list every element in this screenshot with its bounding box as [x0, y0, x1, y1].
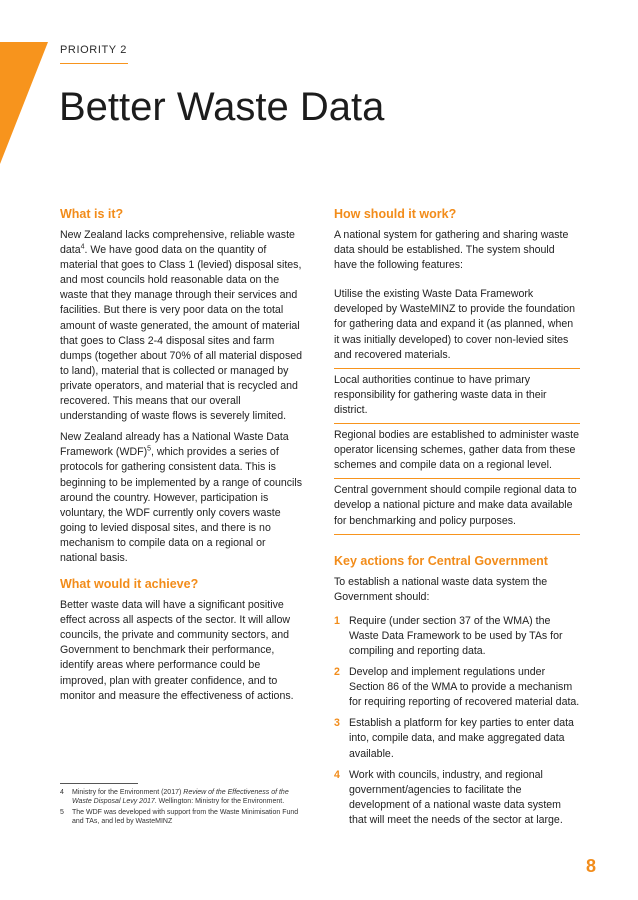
action-item: 2 Develop and implement regulations under Section 86 of the WMA to provide a mechanism for requiring reporting of recovered material data. — [334, 666, 580, 709]
feature-item: Local authorities continue to have primary responsibility for gathering waste data in their district. — [334, 369, 580, 424]
footnote-rule — [60, 783, 138, 784]
feature-item: Utilise the existing Waste Data Framework developed by WasteMINZ to provide the foundation for gathering data and expand it (as planned, when it was initially developed) to cover non-levied sites and recovered materials. — [334, 287, 580, 368]
what-is-it-paragraph-2: New Zealand already has a National Waste Data Framework (WDF)$^5$, which provides a series of protocols for gathering consistent data. This is beginning to be implemented by a range of councils around the country. However, participation is voluntary, the WDF currently only covers waste going to levied disposal sites, and there is no mechanism to compile data on a regional or national basis. — [60, 431, 303, 564]
what-is-it-paragraph-1: New Zealand lacks comprehensive, reliable waste data$^4$. We have good data on the quantity of material that goes to Class 1 (levied) disposal sites, and most councils hold reasonable data on the waste that they manage through their services and facilities. But there is very poor data on the total amount of waste generated, the amount of material that goes to Class 2-4 disposal sites and farm dumps (together about 70% of all material disposed to land), material that is collected or managed by private operators, and material that is recycled and recovered. This means that our overall understanding of waste flows is severely limited. — [60, 229, 303, 423]
action-item: 1 Require (under section 37 of the WMA) the Waste Data Framework to be used by TAs for compiling and reporting data. — [334, 614, 563, 657]
feature-item: Central government should compile regional data to develop a national picture and make data available for benchmarking and policy purposes. — [334, 479, 580, 534]
priority-underline — [60, 63, 128, 64]
footnote-ref-5: 5 — [147, 445, 151, 453]
achieve-heading: What would it achieve? — [60, 577, 199, 592]
page-number: 8 — [586, 856, 597, 876]
action-number: 1 — [334, 614, 340, 627]
key-actions-list — [334, 614, 580, 828]
action-item: 4 Work with councils, industry, and regional government/agencies to facilitate the development of a national waste data system that will meet the needs of the sector at large. — [334, 768, 563, 826]
how-heading: How should it work? — [334, 207, 457, 221]
action-number: 4 — [334, 768, 340, 781]
features-list — [334, 287, 580, 534]
footnote: 4 Ministry for the Environment (2017) Review of the Effectiveness of the Waste Disposal Levy 2017. Wellington: Ministry for the Environment. — [60, 789, 289, 805]
what-is-it-heading: What is it? — [60, 207, 124, 221]
action-item: 3 Establish a platform for key parties to enter data into, compile data, and make aggregated data available. — [334, 717, 574, 760]
key-actions-intro: To establish a national waste data system the Government should: — [334, 575, 548, 603]
how-intro: A national system for gathering and sharing waste data should be established. The system should have the following features: — [334, 229, 569, 272]
orange-accent-shape — [0, 42, 48, 164]
footnote: 5 The WDF was developed with support from the Waste Minimisation Fund and TAs, and led by WasteMINZ — [60, 809, 299, 825]
feature-item: Regional bodies are established to administer waste operator licensing schemes, gather data from these schemes and compile data on a regional level. — [334, 424, 580, 479]
achieve-paragraph: Better waste data will have a significant positive effect across all aspects of the sector. It will allow councils, the private and community sectors, and Government to benchmark their performance, identify areas where performance could be improved, plan with greater confidence, and to monitor and measure the effectiveness of actions. — [60, 599, 294, 702]
right-column — [334, 206, 580, 834]
action-number: 3 — [334, 717, 340, 730]
footnotes — [60, 783, 305, 828]
left-column — [60, 206, 304, 710]
footnote-ref-4: 4 — [80, 243, 85, 251]
action-number: 2 — [334, 666, 340, 679]
page-title: Better Waste Data — [59, 85, 385, 129]
priority-label: PRIORITY 2 — [60, 44, 127, 56]
key-actions-heading: Key actions for Central Government — [334, 553, 548, 568]
